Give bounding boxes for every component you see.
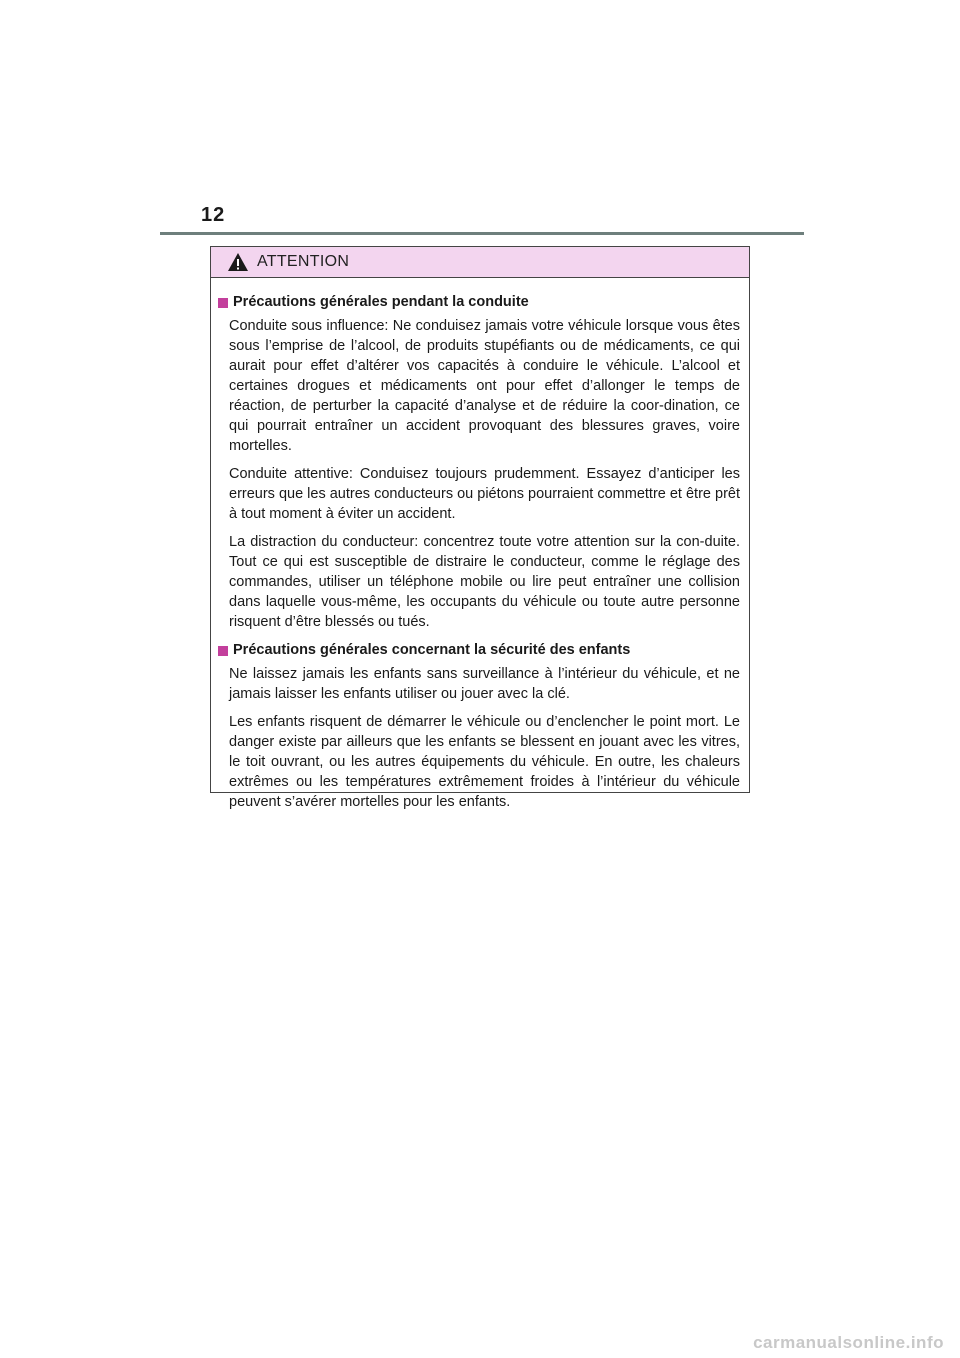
header-rule [160,232,804,235]
square-bullet-icon [218,646,228,656]
caution-box [210,246,750,810]
paragraph: Ne laissez jamais les enfants sans surveillance à l’intérieur du véhicule, et ne jamais laisser les enfants utiliser ou jouer avec la clé. [229,666,740,702]
section-heading-text: Précautions générales concernant la sécurité des enfants [233,642,631,658]
paragraph: Les enfants risquent de démarrer le véhicule ou d’enclencher le point mort. Le danger existe par ailleurs que les enfants se blessent en jouant avec les vitres, le toit ouvrant, ou les autres équipements du véhicule. En outre, les chaleurs extrêmes ou les températures extrêmement froides à l’intérieur du véhicule peuvent s’avérer mortelles pour les enfants. [229,714,740,810]
caution-header [211,247,749,278]
section-heading-children [217,640,740,661]
paragraph: Conduite sous influence: Ne conduisez jamais votre véhicule lorsque vous êtes sous l’emprise de l’alcool, de produits stupéfiants ou de médicaments, ce qui aurait pour effet d’altérer vos capacités à conduire le véhicule. L’alcool et certaines drogues et médicaments ont pour effet d’allonger le temps de réaction, de perturber la capacité d’analyse et de réduire la coor-dination, ce qui pourrait entraîner un accident provoquant des blessures graves, voire mortelles. [229,318,740,454]
warning-triangle-icon [227,252,249,272]
watermark: carmanualsonline.info [753,1333,944,1352]
page-number: 12 [201,204,226,226]
caution-body [211,278,749,812]
square-bullet-icon [218,298,228,308]
section-heading-driving [217,292,740,313]
section-heading-text: Précautions générales pendant la conduite [233,294,529,310]
paragraph: La distraction du conducteur: concentrez toute votre attention sur la con-duite. Tout ce qui est susceptible de distraire le conducteur, comme le réglage des commandes, utiliser un téléphone mobile ou lire peut entraîner une collision dans laquelle vous-même, les occupants du véhicule ou toute autre personne risquent d’être blessés ou tués. [229,534,740,630]
caution-title: ATTENTION [257,253,350,270]
paragraph: Conduite attentive: Conduisez toujours prudemment. Essayez d’anticiper les erreurs que les autres conducteurs ou piétons pourraient commettre et être prêt à tout moment à éviter un accident. [229,466,740,522]
